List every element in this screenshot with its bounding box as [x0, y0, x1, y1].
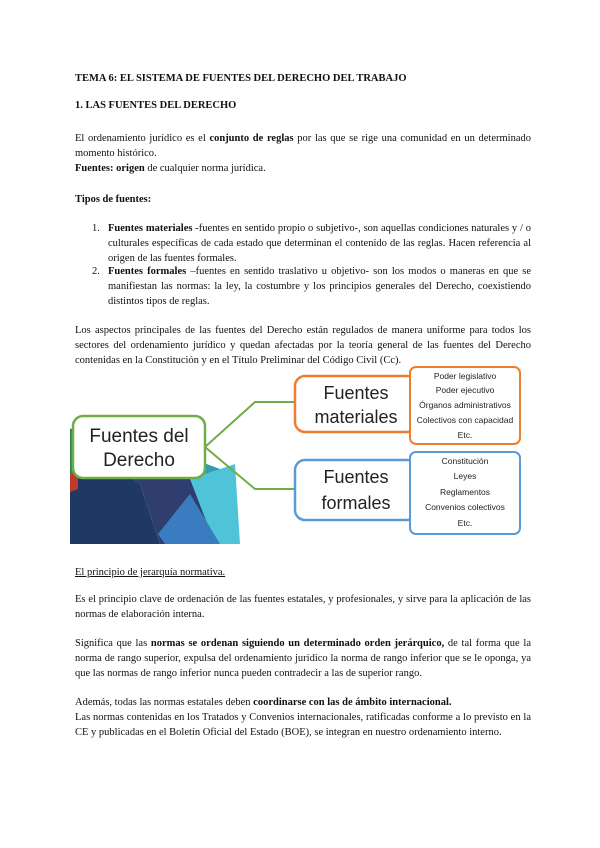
- aspects-paragraph: Los aspectos principales de las fuentes del Derecho están regulados de manera uniforme para todos los sectores del ordenamiento jurídico y quedan afectadas por la teoría general de las fuentes del Derecho contenidas en la Constitución y en el Título Preliminar del Código Civil (Cc).: [75, 325, 531, 366]
- list-item-materiales: [92, 221, 531, 266]
- main-box-line1: Fuentes del: [89, 426, 189, 447]
- j2-pre: Significa que las: [75, 638, 151, 649]
- connector-materiales: [205, 402, 295, 447]
- j3-pre: Además, todas las normas estatales deben: [75, 697, 254, 708]
- main-box-line2: Derecho: [103, 450, 175, 471]
- mat-item-2: Poder ejecutivo: [435, 385, 495, 395]
- jerarquia-heading: El principio de jerarquía normativa.: [75, 567, 226, 578]
- list-number: 1.: [92, 223, 100, 234]
- intro-text-bold: conjunto de reglas: [209, 133, 294, 144]
- fuentes-definition-bold: Fuentes: origen: [75, 163, 145, 174]
- document-title: TEMA 6: EL SISTEMA DE FUENTES DEL DERECHO DEL TRABAJO: [75, 73, 407, 84]
- j2-bold: normas se ordenan siguiendo un determinado orden jerárquico,: [150, 638, 445, 649]
- form-item-5: Etc.: [457, 518, 473, 528]
- fuentes-diagram: [70, 364, 530, 544]
- jerarquia-p1: Es el principio clave de ordenación de las fuentes estatales, y profesionales, y sirve para la aplicación de las normas de elaboración interna.: [75, 594, 531, 620]
- list-item-bold: Fuentes formales: [108, 266, 187, 277]
- list-item-text: –fuentes en sentido traslativo u objetivo- son los modos o maneras en que se manifiestan las normas: la ley, la costumbre y los principios generales del Derecho, coexistiendo distintos tipos de reglas.: [108, 266, 531, 307]
- mat-item-1: Poder legislativo: [433, 371, 497, 381]
- mat-item-5: Etc.: [457, 430, 473, 440]
- form-item-1: Constitución: [441, 456, 489, 466]
- fuentes-definition-text: de cualquier norma jurídica.: [144, 163, 266, 174]
- formales-line2: formales: [321, 493, 391, 513]
- form-item-3: Reglamentos: [439, 487, 491, 497]
- intro-text-post: por las que se rige una comunidad en un determinado momento histórico.: [75, 133, 531, 159]
- list-item-bold: Fuentes materiales: [108, 223, 193, 234]
- intro-paragraph: [75, 131, 531, 176]
- j2-post: de tal forma que la norma de rango superior, expulsa del ordenamiento jurídico la norma de rango inferior que se le oponga, ya que las normas de rango inferior nunca pueden contradecir a las de superior rango.: [75, 638, 532, 679]
- j3-bold: coordinarse con las de ámbito internacional.: [253, 697, 452, 708]
- section-heading: 1. LAS FUENTES DEL DERECHO: [75, 100, 237, 111]
- materiales-line1: Fuentes: [323, 383, 389, 403]
- materiales-line2: materiales: [314, 407, 398, 427]
- form-item-2: Leyes: [453, 471, 477, 481]
- list-number: 2.: [92, 266, 100, 277]
- tipos-heading: Tipos de fuentes:: [75, 194, 152, 205]
- intro-text-pre: El ordenamiento jurídico es el: [75, 133, 210, 144]
- list-item-formales: [92, 264, 531, 309]
- jerarquia-p2: [75, 636, 531, 681]
- mat-item-4: Colectivos con capacidad: [416, 415, 514, 425]
- mat-item-3: Órganos administrativos: [419, 400, 511, 410]
- jerarquia-p3: [75, 695, 531, 710]
- form-item-4: Convenios colectivos: [425, 502, 505, 512]
- list-item-text: -fuentes en sentido propio o subjetivo-, son aquellas condiciones naturales y / o culturales específicas de cada estado que determinan el contenido de las reglas. Hacen referencia al origen de las fuentes formales.: [108, 223, 531, 264]
- jerarquia-p4: Las normas contenidas en los Tratados y Convenios internacionales, ratificadas conforme a lo previsto en la CE y publicadas en el Boletín Oficial del Estado (BOE), se integran en nuestro ordenamiento interno.: [75, 712, 531, 738]
- formales-line1: Fuentes: [323, 467, 389, 487]
